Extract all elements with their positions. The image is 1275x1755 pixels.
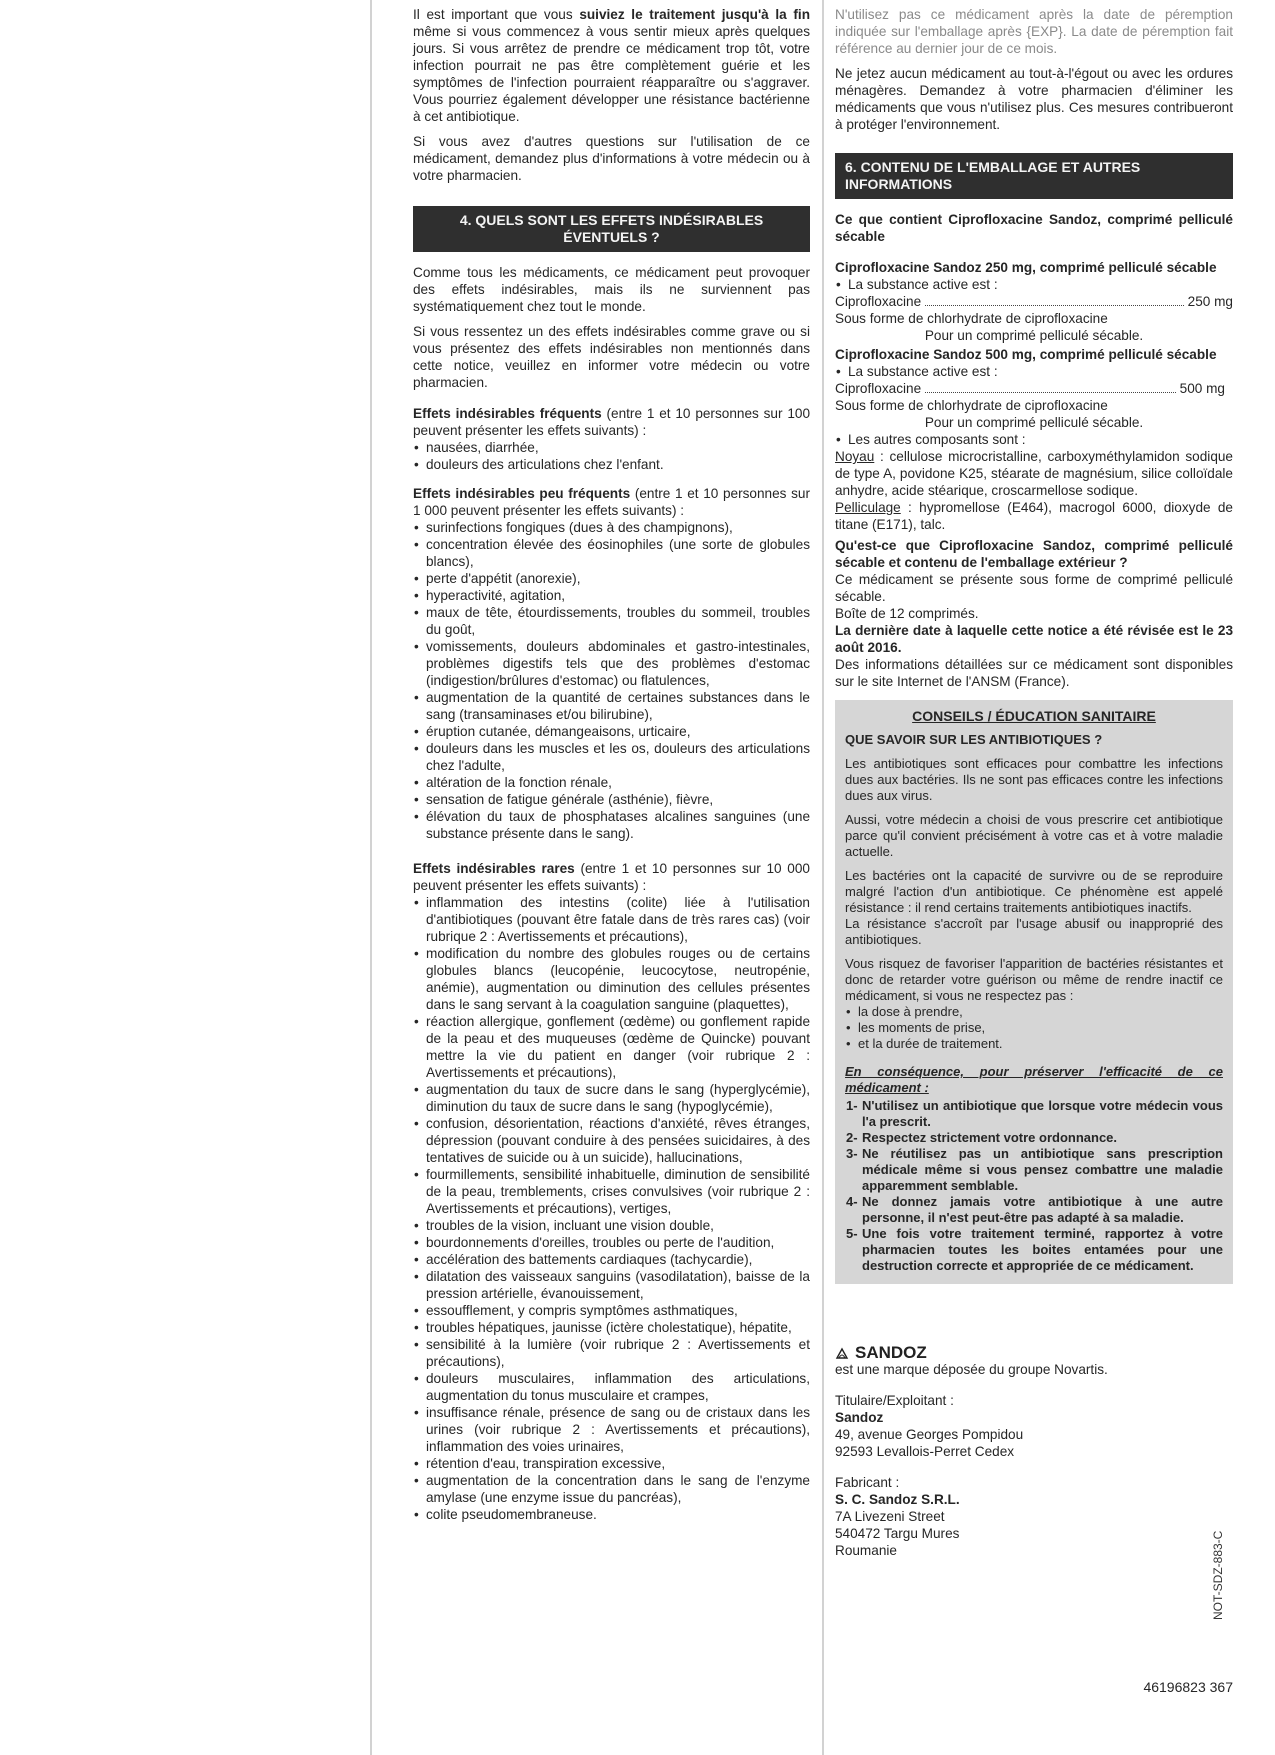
page-fold-left — [370, 0, 372, 1755]
uncommon-effect-item: • vomissements, douleurs abdominales et gastro-intestinales, problèmes digestifs tels que des problèmes d'estomac (indigestion/brûlures d'estomac) ou flatulences, — [413, 638, 810, 689]
advice-bullet-item: • et la durée de traitement. — [845, 1036, 1223, 1052]
maker-name: S. C. Sandoz S.R.L. — [835, 1492, 960, 1507]
uncommon-effect-item: • concentration élevée des éosinophiles (une sorte de globules blancs), — [413, 536, 810, 570]
box-text: Boîte de 12 comprimés. — [835, 606, 979, 621]
expiry-paragraph: N'utilisez pas ce médicament après la date de péremption indiquée sur l'emballage après {EXP}. La date de péremption fait référence au dernier jour de ce mois. — [835, 7, 1233, 56]
brand-name: SANDOZ — [855, 1343, 927, 1362]
reference-code: 46196823 367 — [1143, 1679, 1233, 1695]
rare-effect-item: • augmentation de la concentration dans le sang de l'enzyme amylase (une enzyme issue du pancréas), — [413, 1472, 810, 1506]
dose500-value: 500 mg — [1179, 381, 1225, 396]
page-fold-center — [822, 0, 824, 1755]
maker-block — [835, 1474, 1233, 1559]
section4-intro: Comme tous les médicaments, ce médicament peut provoquer des effets indésirables, mais ils ne surviennent pas systématiquement chez tout le monde. — [413, 265, 810, 314]
dose250-heading: Ciprofloxacine Sandoz 250 mg, comprimé pelliculé sécable — [835, 260, 1217, 275]
rare-effect-item: • insuffisance rénale, présence de sang ou de cristaux dans les urines (voir rubrique 2 : Avertissements et précautions), inflammation des voies urinaires, — [413, 1404, 810, 1455]
advice-p1: Les antibiotiques sont efficaces pour combattre les infections dues aux bactéries. Ils ne sont pas efficaces contre les infections dues aux virus. — [845, 756, 1223, 803]
rare-effect-item: • troubles de la vision, incluant une vision double, — [413, 1217, 810, 1234]
rare-effects-list — [413, 894, 810, 1523]
active-label-250: • La substance active est : — [835, 276, 1233, 293]
advice-step-item: 3- Ne réutilisez pas un antibiotique sans prescription médicale même si vous pensez combattre une maladie apparemment semblable. — [845, 1146, 1223, 1194]
rare-effect-item: • fourmillements, sensibilité inhabituelle, diminution de sensibilité de la peau, tremblements, crises convulsives (voir rubrique 2 : Avertissements et précautions), vertiges, — [413, 1166, 810, 1217]
advice-box — [835, 700, 1233, 1284]
dose250-line — [835, 293, 1233, 310]
ansm-text: Des informations détaillées sur ce médicament sont disponibles sur le site Internet de l'ANSM (France). — [835, 657, 1233, 689]
dose250-value: 250 mg — [1187, 294, 1233, 309]
per-tablet-250: Pour un comprimé pelliculé sécable. — [924, 328, 1144, 343]
section4-report: Si vous ressentez un des effets indésirables comme grave ou si vous présentez des effets indésirables non mentionnés dans cette notice, veuillez en informer votre médecin ou votre pharmacien. — [413, 324, 810, 390]
rare-effect-item: • dilatation des vaisseaux sanguins (vasodilatation), baisse de la pression artérielle, évanouissement, — [413, 1268, 810, 1302]
uncommon-heading: Effets indésirables peu fréquents (entre 1 et 10 personnes sur 1 000 peuvent présenter les effets suivants) : — [413, 486, 810, 518]
brand-block — [835, 1344, 1233, 1559]
coating-composition: Pelliculage : hypromellose (E464), macrogol 6000, dioxyde de titane (E171), talc. — [835, 500, 1233, 532]
frequent-effects-list — [413, 439, 810, 473]
other-components-label: • Les autres composants sont : — [835, 431, 1233, 448]
salt-line-500: Sous forme de chlorhydrate de ciprofloxacine — [835, 398, 1108, 413]
sandoz-logo — [835, 1344, 1233, 1361]
advice-steps — [845, 1098, 1223, 1274]
rare-effect-item: • bourdonnements d'oreilles, troubles ou perte de l'audition, — [413, 1234, 810, 1251]
holder-label: Titulaire/Exploitant : — [835, 1393, 954, 1408]
advice-step-item: 5- Une fois votre traitement terminé, rapportez à votre pharmacien toutes les boites entamées pour une destruction correcte et appropriée de ce médicament. — [845, 1226, 1223, 1274]
frequent-effect-item: • douleurs des articulations chez l'enfant. — [413, 456, 810, 473]
uncommon-effect-item: • éruption cutanée, démangeaisons, urticaire, — [413, 723, 810, 740]
appearance-heading: Qu'est-ce que Ciprofloxacine Sandoz, comprimé pelliculé sécable et contenu de l'emballage extérieur ? — [835, 538, 1233, 570]
maker-label: Fabricant : — [835, 1475, 900, 1490]
advice-step-item: 1- N'utilisez un antibiotique que lorsque votre médecin vous l'a prescrit. — [845, 1098, 1223, 1130]
rare-effect-item: • augmentation du taux de sucre dans le sang (hyperglycémie), diminution du taux de sucre dans le sang (hypoglycémie), — [413, 1081, 810, 1115]
uncommon-effect-item: • surinfections fongiques (dues à des champignons), — [413, 519, 810, 536]
salt-line-250: Sous forme de chlorhydrate de ciprofloxacine — [835, 311, 1108, 326]
per-tablet-500: Pour un comprimé pelliculé sécable. — [924, 415, 1144, 430]
uncommon-effects-list — [413, 519, 810, 842]
advice-p4: La résistance s'accroît par l'usage abusif ou inapproprié des antibiotiques. — [845, 916, 1223, 947]
section6-header: 6. CONTENU DE L'EMBALLAGE ET AUTRES INFORMATIONS — [835, 153, 1233, 199]
other-components-list — [835, 431, 1233, 448]
frequent-effect-item: • nausées, diarrhée, — [413, 439, 810, 456]
maker-country: Roumanie — [835, 1543, 897, 1558]
sandoz-leaf-icon — [835, 1346, 849, 1360]
active-name-500: Ciprofloxacine — [835, 381, 922, 396]
advice-step-item: 4- Ne donnez jamais votre antibiotique à une autre personne, il n'est peut-être pas adapté à sa maladie. — [845, 1194, 1223, 1226]
holder-block — [835, 1392, 1233, 1460]
core-composition: Noyau : cellulose microcristalline, carboxyméthylamidon sodique de type A, povidone K25, stéarate de magnésium, silice colloïdale anhydre, acide stéarique, croscarmellose sodique. — [835, 449, 1233, 498]
holder-name: Sandoz — [835, 1410, 884, 1425]
side-code: NOT-SDZ-883-C — [1211, 1530, 1225, 1620]
revision-text: La dernière date à laquelle cette notice a été révisée est le 23 août 2016. — [835, 623, 1233, 655]
rare-heading: Effets indésirables rares (entre 1 et 10 personnes sur 10 000 peuvent présenter les effets suivants) : — [413, 861, 810, 893]
left-column — [413, 6, 810, 1533]
holder-address-1: 49, avenue Georges Pompidou — [835, 1427, 1024, 1442]
active-250-list — [835, 276, 1233, 293]
treatment-paragraph: Il est important que vous suiviez le traitement jusqu'à la fin même si vous commencez à vous sentir mieux après quelques jours. Si vous arrêtez de prendre ce médicament trop tôt, votre infection pourrait ne pas être complètement guérie et les symptômes de l'infection pourraient réapparaître ou s'aggraver. Vous pourriez également développer une résistance bactérienne à cet antibiotique. — [413, 7, 811, 124]
rare-effect-item: • confusion, désorientation, réactions d'anxiété, rêves étranges, dépression (pouvant conduire à des pensées suicidaires, à des tentatives de suicide ou à un suicide), hallucinations, — [413, 1115, 810, 1166]
disposal-paragraph: Ne jetez aucun médicament au tout-à-l'égout ou avec les ordures ménagères. Demandez à votre pharmacien d'éliminer les médicaments que vous n'utilisez plus. Ces mesures contribueront à protéger l'environnement. — [835, 66, 1233, 132]
questions-paragraph: Si vous avez d'autres questions sur l'utilisation de ce médicament, demandez plus d'informations à votre médecin ou à votre pharmacien. — [413, 134, 810, 183]
uncommon-effect-item: • maux de tête, étourdissements, troubles du sommeil, troubles du goût, — [413, 604, 810, 638]
rare-effect-item: • rétention d'eau, transpiration excessive, — [413, 1455, 810, 1472]
rare-effect-item: • colite pseudomembraneuse. — [413, 1506, 810, 1523]
dose500-line — [835, 380, 1225, 397]
advice-subtitle: QUE SAVOIR SUR LES ANTIBIOTIQUES ? — [845, 732, 1103, 747]
rare-effect-item: • accélération des battements cardiaques (tachycardie), — [413, 1251, 810, 1268]
appearance-text: Ce médicament se présente sous forme de comprimé pelliculé sécable. — [835, 572, 1233, 604]
maker-address-1: 7A Livezeni Street — [835, 1509, 945, 1524]
advice-bullet-item: • la dose à prendre, — [845, 1004, 1223, 1020]
maker-address-2: 540472 Targu Mures — [835, 1526, 960, 1541]
rare-effect-item: • inflammation des intestins (colite) liée à l'utilisation d'antibiotiques (pouvant être fatale dans de très rares cas) (voir rubrique 2 : Avertissements et précautions), — [413, 894, 810, 945]
frequent-heading: Effets indésirables fréquents (entre 1 et 10 personnes sur 100 peuvent présenter les effets suivants) : — [413, 406, 811, 438]
contents-heading: Ce que contient Ciprofloxacine Sandoz, comprimé pelliculé sécable — [835, 212, 1233, 244]
advice-title: CONSEILS / ÉDUCATION SANITAIRE — [912, 708, 1156, 724]
section4-header: 4. QUELS SONT LES EFFETS INDÉSIRABLES ÉVENTUELS ? — [413, 206, 810, 252]
advice-p5: Vous risquez de favoriser l'apparition de bactéries résistantes et donc de retarder votre guérison ou même de rendre inactif ce médicament, si vous ne respectez pas : — [845, 956, 1223, 1003]
advice-bullet-item: • les moments de prise, — [845, 1020, 1223, 1036]
dose500-heading: Ciprofloxacine Sandoz 500 mg, comprimé pelliculé sécable — [835, 347, 1217, 362]
active-label-500: • La substance active est : — [835, 363, 1233, 380]
rare-effect-item: • réaction allergique, gonflement (œdème) ou gonflement rapide de la peau et des muqueuses (œdème de Quincke) pouvant mettre la vie du patient en danger (voir rubrique 2 : Avertissements et précautions), — [413, 1013, 810, 1081]
uncommon-effect-item: • hyperactivité, agitation, — [413, 587, 810, 604]
advice-p2: Aussi, votre médecin a choisi de vous prescrire cet antibiotique parce qu'il convient précisément à votre cas et à votre maladie actuelle. — [845, 812, 1223, 859]
uncommon-effect-item: • perte d'appétit (anorexie), — [413, 570, 810, 587]
right-column — [835, 6, 1233, 1706]
holder-address-2: 92593 Levallois-Perret Cedex — [835, 1444, 1015, 1459]
rare-effect-item: • troubles hépatiques, jaunisse (ictère cholestatique), hépatite, — [413, 1319, 810, 1336]
rare-effect-item: • douleurs musculaires, inflammation des articulations, augmentation du tonus musculaire et crampes, — [413, 1370, 810, 1404]
advice-p3: Les bactéries ont la capacité de survivre ou de se reproduire malgré l'action d'un antibiotique. Ce phénomène est appelé résistance : il rend certains traitements antibiotiques inactifs. — [845, 868, 1223, 915]
uncommon-effect-item: • augmentation de la quantité de certaines substances dans le sang (transaminases et/ou bilirubine), — [413, 689, 810, 723]
uncommon-effect-item: • sensation de fatigue générale (asthénie), fièvre, — [413, 791, 810, 808]
uncommon-effect-item: • douleurs dans les muscles et les os, douleurs des articulations chez l'adulte, — [413, 740, 810, 774]
rare-effect-item: • essoufflement, y compris symptômes asthmatiques, — [413, 1302, 810, 1319]
uncommon-effect-item: • altération de la fonction rénale, — [413, 774, 810, 791]
advice-step-item: 2- Respectez strictement votre ordonnance. — [845, 1130, 1223, 1146]
active-500-list — [835, 363, 1233, 380]
brand-note: est une marque déposée du groupe Novartis. — [835, 1362, 1108, 1377]
active-name-250: Ciprofloxacine — [835, 294, 922, 309]
uncommon-effect-item: • élévation du taux de phosphatases alcalines sanguines (une substance présente dans le sang). — [413, 808, 810, 842]
advice-bullets — [845, 1004, 1223, 1052]
advice-consequence: En conséquence, pour préserver l'efficacité de ce médicament : — [845, 1064, 1223, 1095]
rare-effect-item: • modification du nombre des globules rouges ou de certains globules blancs (leucopénie, leucocytose, neutropénie, anémie), augmentation ou diminution des cellules présentes dans le sang servant à la coagulation sanguine (plaquettes), — [413, 945, 810, 1013]
rare-effect-item: • sensibilité à la lumière (voir rubrique 2 : Avertissements et précautions), — [413, 1336, 810, 1370]
